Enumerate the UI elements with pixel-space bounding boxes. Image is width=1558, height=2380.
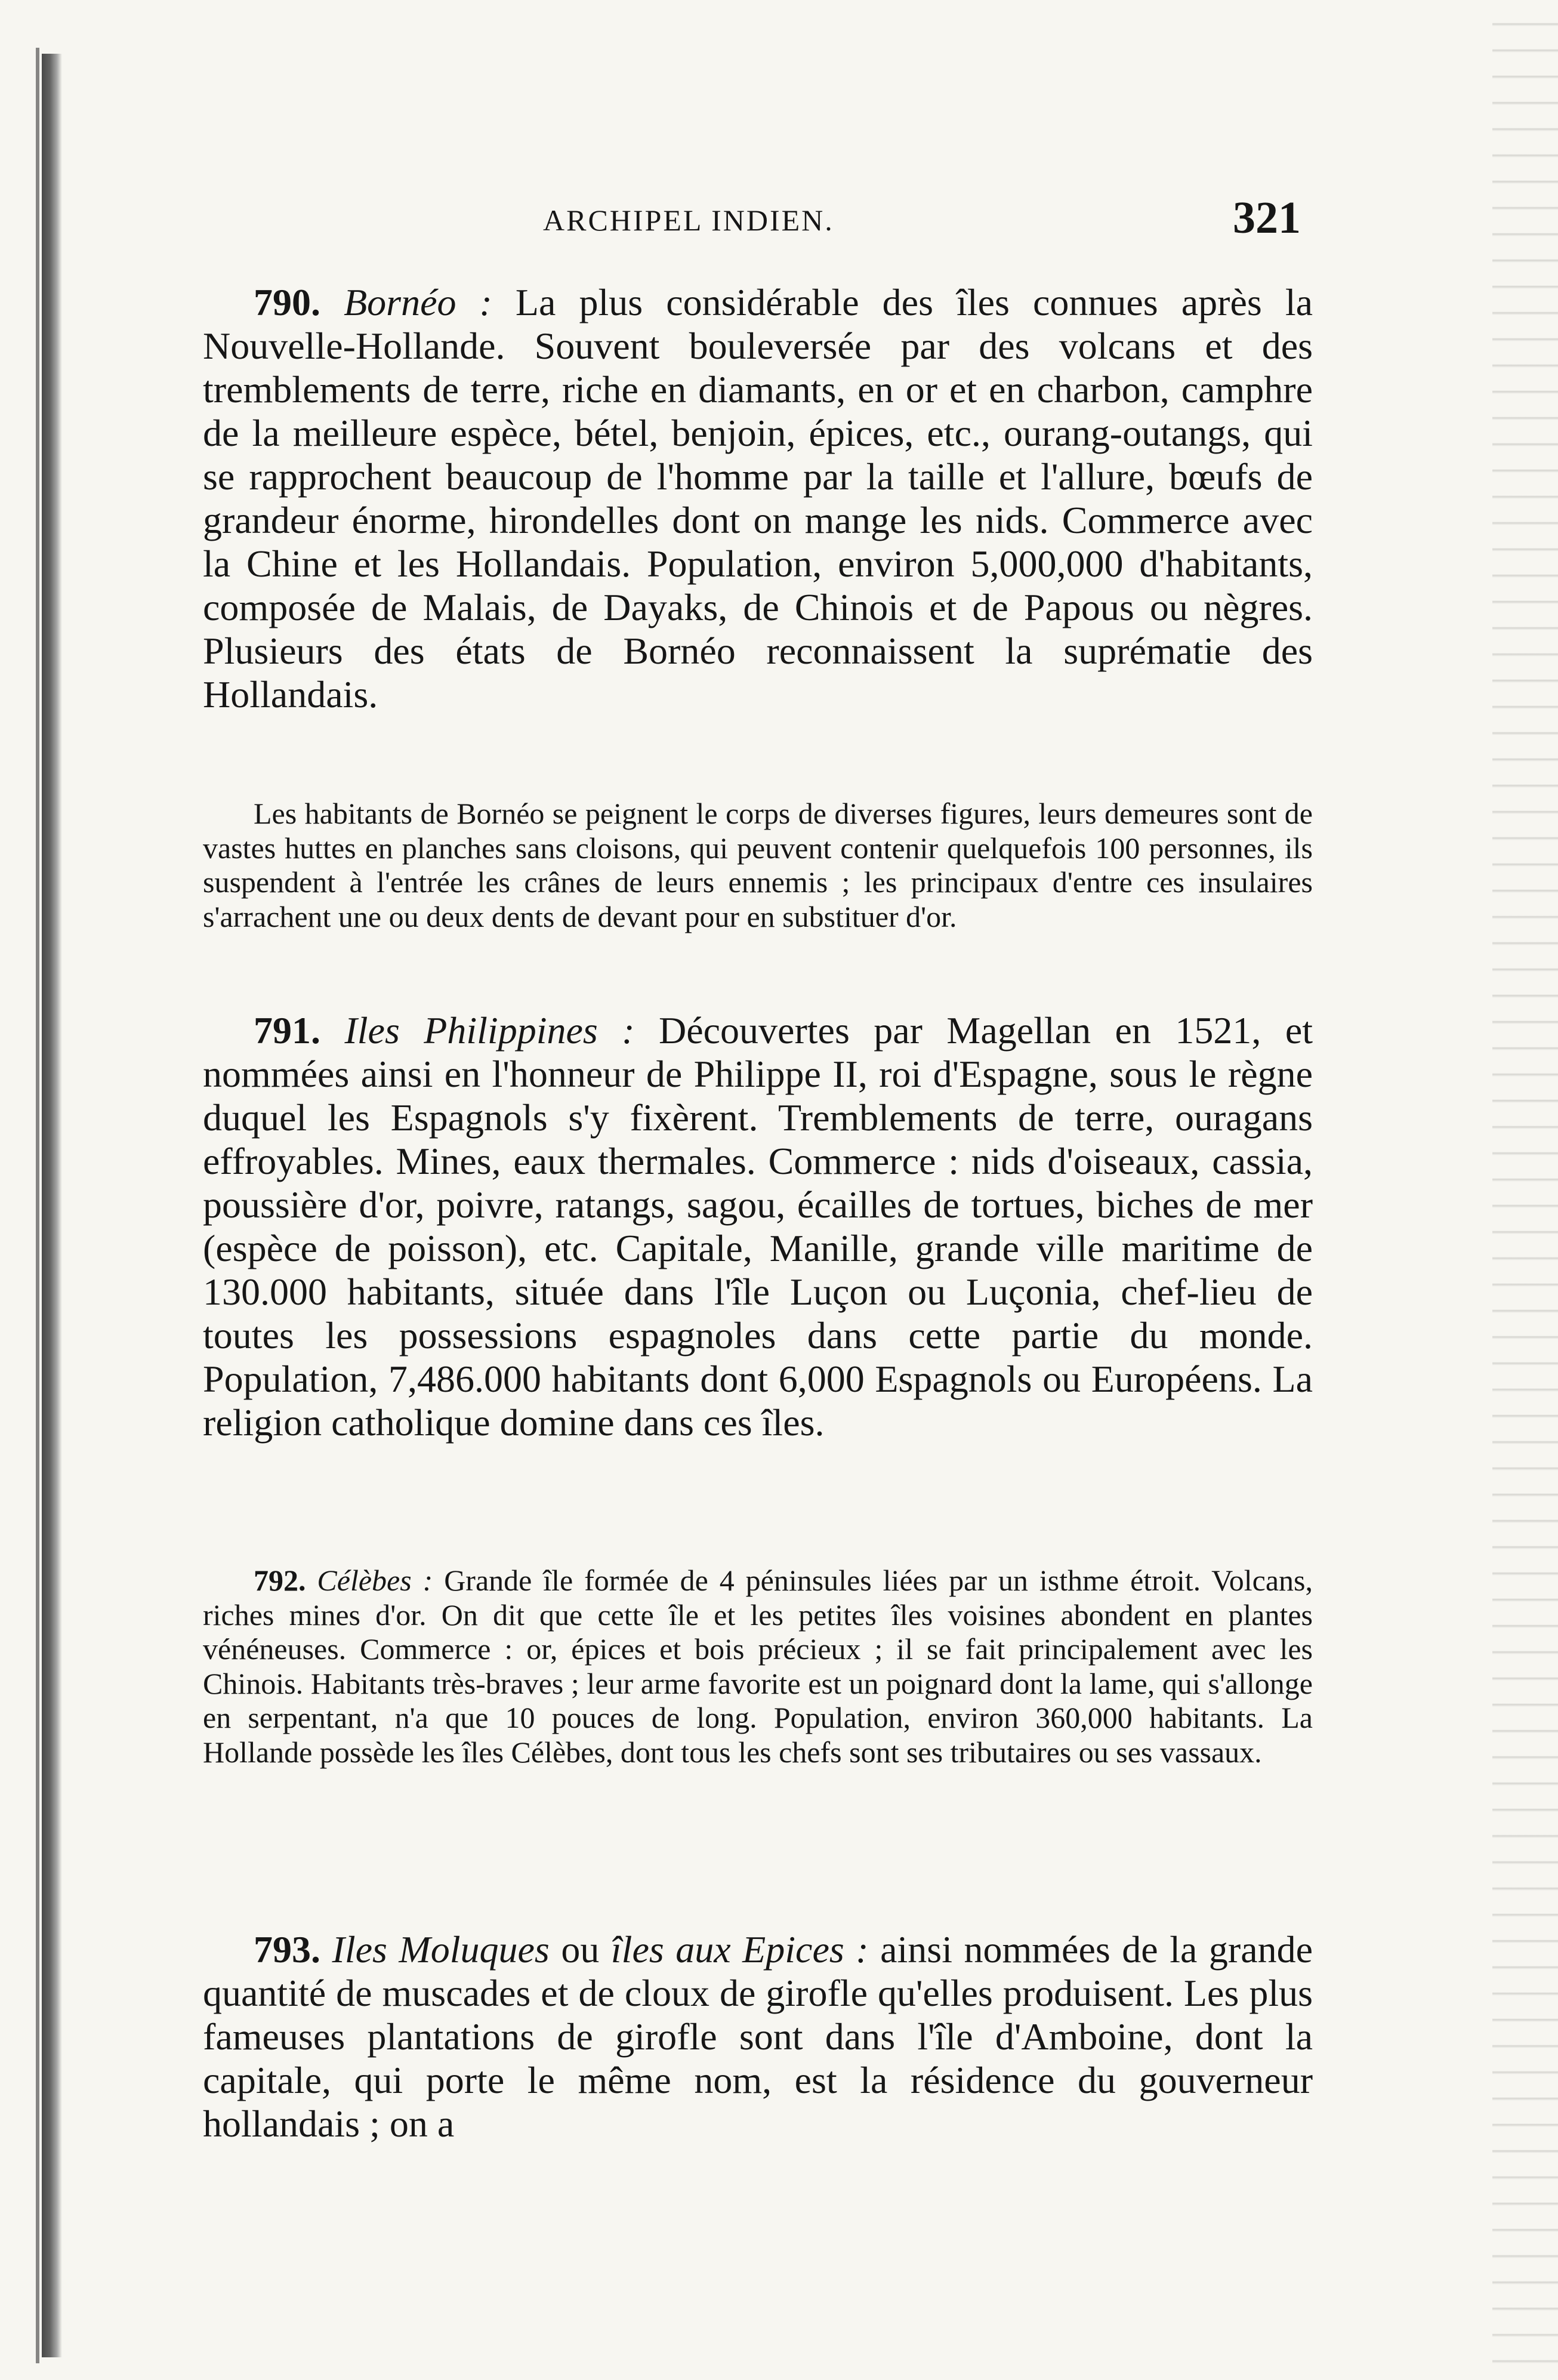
section-790-note <box>203 797 1313 934</box>
page-number: 321 <box>1233 193 1301 243</box>
note-text: Les habitants de Bornéo se peignent le corps de diverses figures, leurs demeures sont de vastes huttes en planches sans cloisons, qui peuvent contenir quelquefois 100 personnes, ils suspendent à l'entrée les crânes de leurs ennemis ; les principaux d'entre ces insulaires s'arrachent une ou deux dents de devant pour en substituer d'or. <box>203 797 1313 933</box>
section-text: Découvertes par Magellan en 1521, et nommées ainsi en l'honneur de Philippe II, roi d'Espagne, sous le règne duquel les Espagnols s'y fixèrent. Tremblements de terre, ouragans effroyables. Mines, eaux thermales. Commerce : nids d'oiseaux, cassia, poussière d'or, poivre, ratangs, sagou, écailles de tortues, biches de mer (espèce de poisson), etc. Capitale, Manille, grande ville maritime de 130.000 habitants, située dans l'île Luçon ou Luçonia, chef-lieu de toutes les possessions espagnoles dans cette partie du monde. Population, 7,486.000 habitants dont 6,000 Espagnols ou Européens. La religion catholique domine dans ces îles. <box>203 1009 1313 1444</box>
section-term: Célèbes : <box>317 1564 433 1597</box>
section-text: La plus considérable des îles connues après la Nouvelle-Hollande. Souvent bouleversée par des volcans et des tremblements de terre, riche en diamants, en or et en charbon, camphre de la meilleure espèce, bétel, benjoin, épices, etc., ourang-outangs, qui se rapprochent beaucoup de l'homme par la taille et l'allure, bœufs de grandeur énorme, hirondelles dont on mange les nids. Commerce avec la Chine et les Hollandais. Population, environ 5,000,000 d'habitants, composée de Malais, de Dayaks, de Chinois et de Papous ou nègres. Plusieurs des états de Bornéo reconnaissent la suprématie des Hollandais. <box>203 281 1313 716</box>
running-head: ARCHIPEL INDIEN. <box>543 204 834 237</box>
section-term: Bornéo : <box>344 281 492 323</box>
binding-edge-line <box>36 48 39 2363</box>
section-791 <box>203 1009 1313 1444</box>
section-792 <box>203 1564 1313 1769</box>
section-number: 792. <box>254 1564 306 1597</box>
section-term-2: îles aux Epices : <box>610 1928 869 1971</box>
section-number: 791. <box>254 1009 320 1052</box>
page-edge-noise <box>1492 0 1558 2380</box>
section-number: 793. <box>254 1928 320 1971</box>
section-number: 790. <box>254 281 320 323</box>
binding-shadow <box>42 54 62 2357</box>
section-term: Iles Philippines : <box>344 1009 635 1052</box>
section-793 <box>203 1928 1313 2145</box>
section-text: ainsi nommées de la grande quantité de muscades et de cloux de girofle qu'elles produisent. Les plus fameuses plantations de girofle sont dans l'île d'Amboine, dont la capitale, qui porte le même nom, est la résidence du gouverneur hollandais ; on a <box>203 1928 1313 2145</box>
page-header <box>203 193 1301 245</box>
section-790 <box>203 280 1313 716</box>
section-text: Grande île formée de 4 péninsules liées par un isthme étroit. Volcans, riches mines d'or. On dit que cette île et les petites îles voisines abondent en plantes vénéneuses. Commerce : or, épices et bois précieux ; il se fait principalement avec les Chinois. Habitants très-braves ; leur arme favorite est un poignard dont la lame, qui s'allonge en serpentant, n'a que 10 pouces de long. Population, environ 360,000 habitants. La Hollande possède les îles Célèbes, dont tous les chefs sont ses tributaires ou ses vassaux. <box>203 1564 1313 1769</box>
section-term: Iles Moluques <box>332 1928 550 1971</box>
section-connector: ou <box>561 1928 600 1971</box>
